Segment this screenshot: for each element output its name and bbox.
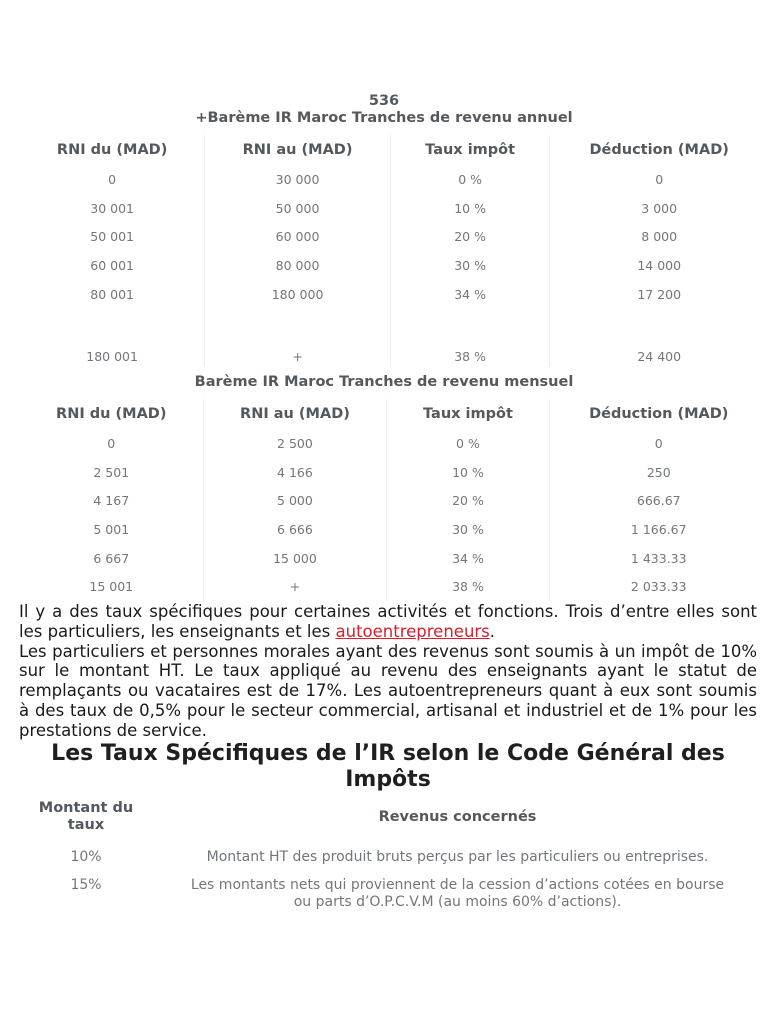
table-cell: 2 501: [93, 464, 130, 480]
table-cell: 50 001: [90, 229, 134, 245]
table-row: [20, 515, 768, 544]
table-cell: 250: [549, 458, 768, 487]
table-cell: 24 400: [550, 308, 768, 366]
table-cell: 6 666: [203, 515, 387, 544]
table-cell: 2 500: [203, 429, 387, 458]
annual-tax-table: [20, 135, 768, 366]
col-header-taux: Taux impôt: [390, 135, 550, 165]
col-header-rni-au: RNI au (MAD): [203, 399, 387, 429]
monthly-table-caption: Barème IR Maroc Tranches de revenu mensuel: [194, 374, 574, 390]
table-row: [20, 251, 768, 280]
table-row: [20, 458, 768, 487]
col-header-deduction: Déduction (MAD): [550, 135, 768, 165]
table-cell: 3 000: [550, 194, 768, 223]
section-title: Les Taux Spécifiques de l’IR selon le Code Général des Impôts: [51, 741, 725, 792]
table-cell: 10 %: [387, 458, 549, 487]
table-row: [20, 222, 768, 251]
table-cell: 30 000: [205, 165, 391, 194]
table-cell: 0: [108, 171, 117, 187]
table-cell: 34 %: [390, 280, 550, 309]
table-cell: 4 166: [203, 458, 387, 487]
autoentrepreneurs-link[interactable]: autoentrepreneurs: [335, 621, 490, 641]
table-cell: 2 033.33: [549, 572, 768, 601]
table-cell: 80 001: [90, 286, 134, 302]
table-cell: 30 %: [390, 251, 550, 280]
table-header-row: [20, 797, 763, 837]
paragraph-text: Il y a des taux spécifiques pour certaines activités et fonctions. Trois d’entre elles sont les particuliers, les enseignants et les: [19, 602, 757, 641]
col-header-revenus: Revenus concernés: [378, 808, 537, 825]
table-cell: 34 %: [387, 544, 549, 573]
table-cell: 30 %: [387, 515, 549, 544]
table-cell: 0: [549, 429, 768, 458]
col-header-rni-du: RNI du (MAD): [56, 142, 168, 158]
table-cell: 0 %: [390, 165, 550, 194]
paragraph-text: .: [489, 621, 496, 641]
table-row: [20, 308, 768, 366]
table-cell: 1 433.33: [549, 544, 768, 573]
paragraph-intro: [19, 602, 757, 642]
table-cell: 5 001: [93, 521, 130, 537]
table-cell: 50 000: [205, 194, 391, 223]
table-row: [20, 194, 768, 223]
table-cell: 180 001: [86, 349, 138, 365]
specific-rates-table: [20, 797, 763, 911]
table-cell: 14 000: [550, 251, 768, 280]
table-cell: 6 667: [93, 550, 130, 566]
annual-table-caption: [0, 93, 768, 127]
table-cell: +: [203, 572, 387, 601]
table-row: [20, 280, 768, 309]
table-row: [20, 165, 768, 194]
table-row: [20, 572, 768, 601]
table-cell: 180 000: [205, 280, 391, 309]
caption-number: 536: [368, 93, 400, 109]
table-row: [20, 486, 768, 515]
table-cell: 60 000: [205, 222, 391, 251]
table-cell: 4 167: [93, 493, 130, 509]
col-header-deduction: Déduction (MAD): [549, 399, 768, 429]
table-cell: 15 000: [203, 544, 387, 573]
table-cell: 8 000: [550, 222, 768, 251]
table-cell: 17 200: [550, 280, 768, 309]
table-cell: 5 000: [203, 486, 387, 515]
table-cell: 60 001: [90, 257, 134, 273]
table-cell: 20 %: [390, 222, 550, 251]
table-cell: 0: [550, 165, 768, 194]
table-cell: 15 001: [89, 579, 134, 595]
table-cell: 10%: [70, 848, 102, 865]
col-header-montant: Montant du taux: [38, 800, 134, 833]
table-cell: 38 %: [387, 572, 549, 601]
table-cell: 20 %: [387, 486, 549, 515]
table-row: [20, 544, 768, 573]
table-cell: 1 166.67: [549, 515, 768, 544]
table-cell: Les montants nets qui proviennent de la cession d’actions cotées en bourse ou parts d’O.P.C.V.M (au moins 60% d’actions).: [190, 877, 725, 910]
monthly-tax-table: [20, 399, 768, 601]
table-row: [20, 429, 768, 458]
table-cell: 30 001: [90, 200, 134, 216]
col-header-rni-du: RNI du (MAD): [56, 406, 167, 422]
table-header-row: [20, 135, 768, 165]
table-cell: +: [205, 308, 391, 366]
table-cell: Montant HT des produit bruts perçus par les particuliers ou entreprises.: [206, 848, 709, 865]
col-header-taux: Taux impôt: [387, 399, 549, 429]
table-cell: 666.67: [549, 486, 768, 515]
table-header-row: [20, 399, 768, 429]
table-cell: 38 %: [390, 308, 550, 366]
table-cell: 10 %: [390, 194, 550, 223]
table-cell: 80 000: [205, 251, 391, 280]
col-header-rni-au: RNI au (MAD): [205, 135, 391, 165]
table-row: [20, 837, 763, 873]
table-cell: 0: [107, 435, 116, 451]
article-body: [19, 602, 757, 741]
table-row: [20, 873, 763, 911]
table-cell: 0 %: [387, 429, 549, 458]
paragraph-details: Les particuliers et personnes morales ayant des revenus sont soumis à un impôt de 10% sur le montant HT. Le taux appliqué au revenu des enseignants ayant le statut de remplaçants ou vacataires est de 17%. Les autoentrepreneurs quant à eux sont soumis à des taux de 0,5% pour le secteur commercial, artisanal et industriel et de 1% pour les prestations de service.: [19, 641, 757, 740]
table-cell: 15%: [70, 877, 102, 893]
caption-title: +Barème IR Maroc Tranches de revenu annuel: [195, 110, 573, 126]
